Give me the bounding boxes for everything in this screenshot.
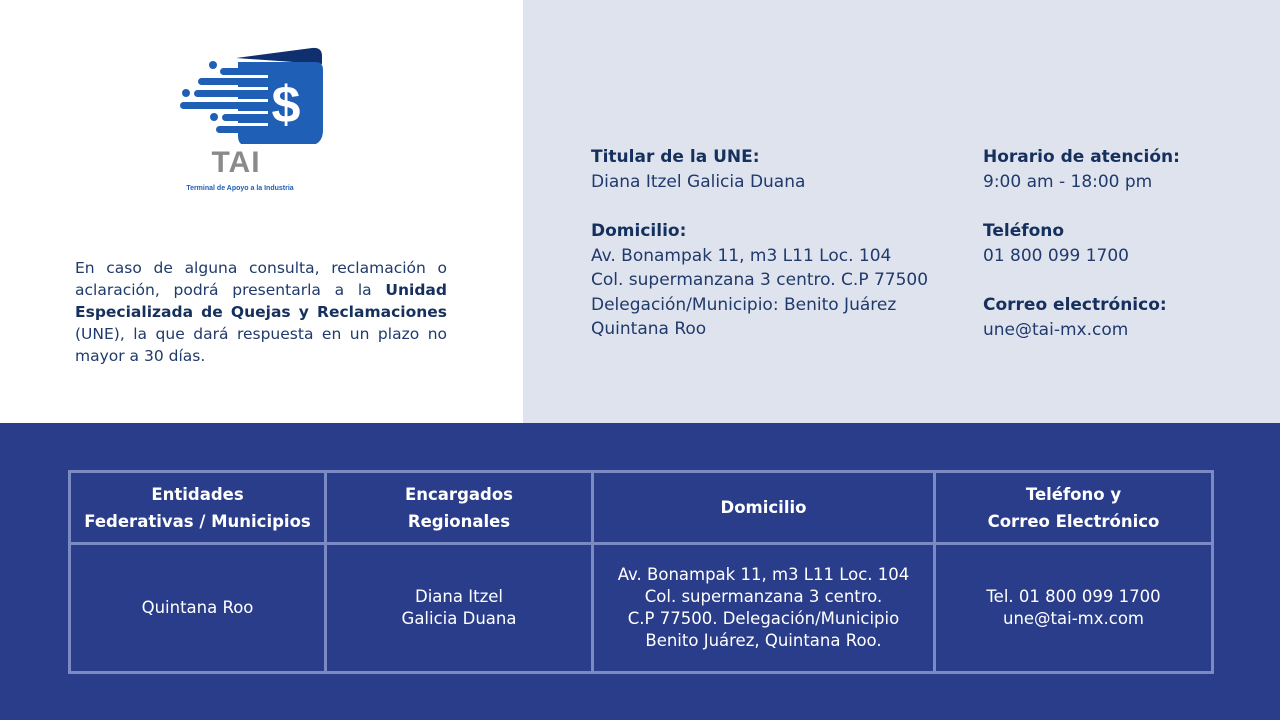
regional-table-wrap: [68, 470, 1211, 674]
cell-encargado: Diana Itzel Galicia Duana: [326, 544, 593, 673]
cell-contacto: [935, 544, 1213, 673]
intro-paragraph: [75, 257, 447, 367]
header-entidades: Entidades Federativas / Municipios: [70, 472, 326, 544]
cell-domicilio: Av. Bonampak 11, m3 L11 Loc. 104 Col. supermanzana 3 centro. C.P 77500. Delegación/Municipio Benito Juárez, Quintana Roo.: [593, 544, 935, 673]
dollar-symbol: $: [271, 76, 301, 134]
domicilio-line: Av. Bonampak 11, m3 L11 Loc. 104: [591, 245, 892, 266]
correo-block: [983, 293, 1167, 342]
correo-label: Correo electrónico:: [983, 295, 1167, 315]
header-domicilio: Domicilio: [593, 472, 935, 544]
intro-text-after: (UNE), la que dará respuesta en un plazo no mayor a 30 días.: [75, 325, 447, 365]
intro-highlight: Unidad Especializada de Quejas y Reclamaciones: [75, 281, 447, 321]
table-row: [70, 544, 1213, 673]
logo-tagline: Terminal de Apoyo a la Industria: [186, 185, 294, 192]
intro-text-before: En caso de alguna consulta, reclamación o aclaración, podrá presentarla a la: [75, 259, 447, 299]
contact-panel: [523, 0, 1280, 423]
titular-value: Diana Itzel Galicia Duana: [591, 171, 806, 192]
domicilio-label: Domicilio:: [591, 221, 687, 241]
tai-logo: [176, 44, 336, 204]
table-header-row: [70, 472, 1213, 544]
horario-label: Horario de atención:: [983, 147, 1180, 167]
telefono-value: 01 800 099 1700: [983, 245, 1130, 266]
telefono-label: Teléfono: [983, 221, 1065, 241]
header-contacto: Teléfono y Correo Electrónico: [935, 472, 1213, 544]
domicilio-line: Col. supermanzana 3 centro. C.P 77500: [591, 270, 929, 290]
horario-value: 9:00 am - 18:00 pm: [983, 171, 1153, 192]
header-encargados: Encargados Regionales: [326, 472, 593, 544]
domicilio-line: Delegación/Municipio: Benito Juárez: [591, 294, 897, 315]
horario-block: [983, 145, 1180, 194]
wallet-dollar-icon: [176, 44, 336, 144]
correo-value[interactable]: une@tai-mx.com: [983, 319, 1129, 340]
domicilio-line: Quintana Roo: [591, 319, 707, 339]
telefono-block: [983, 219, 1129, 268]
titular-label: Titular de la UNE:: [591, 147, 760, 167]
cell-entidad: Quintana Roo: [70, 544, 326, 673]
table-email[interactable]: une@tai-mx.com: [1002, 609, 1144, 628]
table-phone: Tel. 01 800 099 1700: [986, 587, 1161, 606]
logo-acronym: TAI: [211, 146, 261, 179]
une-titular-block: [591, 145, 805, 194]
une-domicilio-block: [591, 219, 928, 342]
regional-table: [68, 470, 1214, 674]
